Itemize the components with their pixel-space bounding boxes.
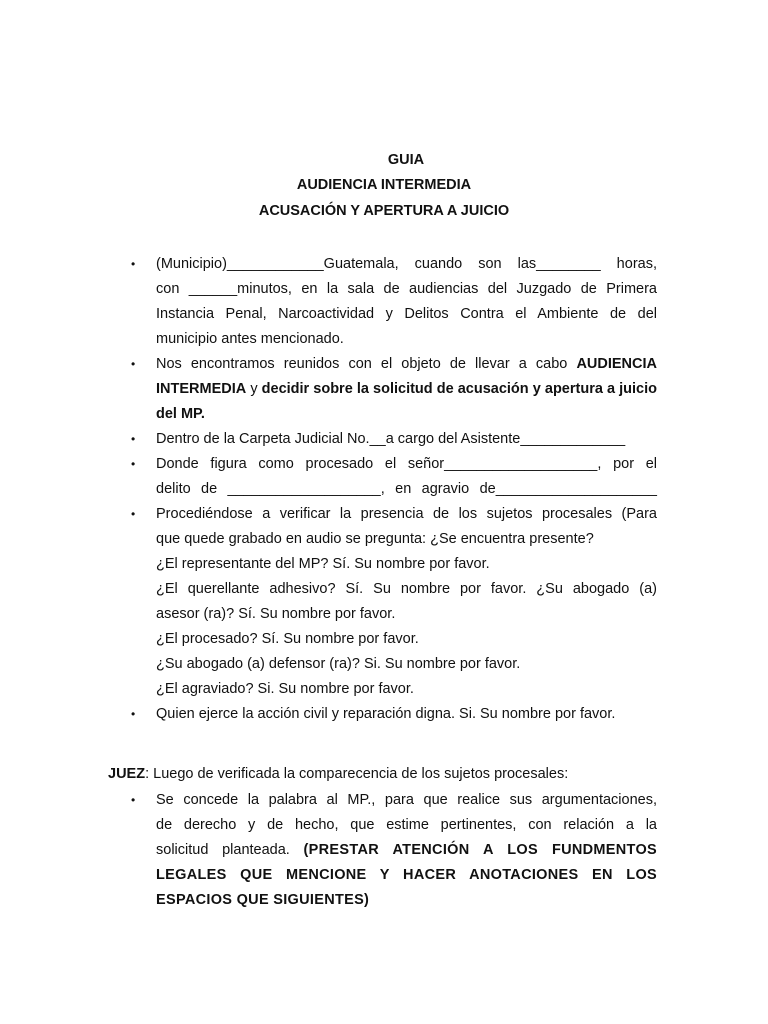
text-run: solicitud planteada. (156, 842, 304, 858)
text-line: Dentro de la Carpeta Judicial No.__a cargo del Asistente_____________ (156, 431, 626, 447)
text-line: ¿El agraviado? Si. Su nombre por favor. (156, 681, 414, 697)
bullet-list-procedure (131, 252, 657, 727)
text-line: municipio antes mencionado. (156, 331, 344, 347)
list-item-procesado (131, 452, 657, 502)
text-line-bold: LEGALES QUE MENCIONE Y HACER ANOTACIONES EN LOS (156, 867, 657, 883)
juez-label: JUEZ (108, 766, 146, 782)
text-line: ¿El representante del MP? Sí. Su nombre por favor. (156, 556, 490, 572)
text-line: (Municipio)____________Guatemala, cuando son las________ horas, (156, 256, 657, 272)
text-line: Quien ejerce la acción civil y reparación digna. Si. Su nombre por favor. (156, 706, 616, 722)
list-item-objeto (131, 352, 657, 427)
text-run-bold: AUDIENCIA INTERMEDIA (156, 356, 657, 397)
text-line: Instancia Penal, Narcoactividad y Delitos Contra el Ambiente de del (156, 306, 657, 322)
bullet-icon: • (131, 257, 136, 271)
text-line (156, 838, 657, 863)
bullet-list-juez (131, 788, 657, 913)
text-run-bold: decidir sobre la solicitud de acusación y apertura a juicio del MP. (156, 381, 657, 422)
list-item-palabra-mp (131, 788, 657, 913)
title-audiencia: AUDIENCIA INTERMEDIA (296, 177, 472, 193)
list-item-presencia (131, 502, 657, 702)
juez-paragraph (108, 762, 568, 787)
text-line: ¿El querellante adhesivo? Sí. Su nombre por favor. ¿Su abogado (a) (156, 581, 657, 597)
text-line: asesor (ra)? Sí. Su nombre por favor. (156, 606, 396, 622)
juez-text: : Luego de verificada la comparecencia de los sujetos procesales: (145, 766, 569, 782)
text-line: Procediéndose a verificar la presencia de los sujetos procesales (Para (156, 506, 657, 522)
paragraph-objeto (156, 352, 657, 427)
text-line-bold: ESPACIOS QUE SIGUIENTES) (156, 892, 370, 908)
bullet-icon: • (131, 507, 136, 521)
bullet-icon: • (131, 707, 136, 721)
title-guia: GUIA (387, 152, 425, 168)
text-line: Donde figura como procesado el señor___________________, por el (156, 456, 657, 472)
text-line: delito de ___________________, en agravio de____________________ (156, 481, 657, 497)
bullet-icon: • (131, 457, 136, 471)
text-line: que quede grabado en audio se pregunta: ¿Se encuentra presente? (156, 531, 594, 547)
list-item-municipio (131, 252, 657, 352)
text-line: ¿Su abogado (a) defensor (ra)? Si. Su nombre por favor. (156, 656, 521, 672)
text-line: con ______minutos, en la sala de audiencias del Juzgado de Primera (156, 281, 657, 297)
text-line: ¿El procesado? Sí. Su nombre por favor. (156, 631, 419, 647)
bullet-icon: • (131, 793, 136, 807)
title-acusacion: ACUSACIÓN Y APERTURA A JUICIO (258, 203, 510, 219)
text-run: Nos encontramos reunidos con el objeto de llevar a cabo (156, 356, 577, 372)
list-item-accion-civil (131, 702, 657, 727)
text-run-bold: (PRESTAR ATENCIÓN A LOS FUNDMENTOS (303, 842, 657, 858)
text-run: y (246, 381, 262, 397)
text-line: Se concede la palabra al MP., para que realice sus argumentaciones, (156, 792, 657, 808)
text-line: de derecho y de hecho, que estime pertinentes, con relación a la (156, 817, 657, 833)
bullet-icon: • (131, 432, 136, 446)
bullet-icon: • (131, 357, 136, 371)
list-item-carpeta (131, 427, 657, 452)
